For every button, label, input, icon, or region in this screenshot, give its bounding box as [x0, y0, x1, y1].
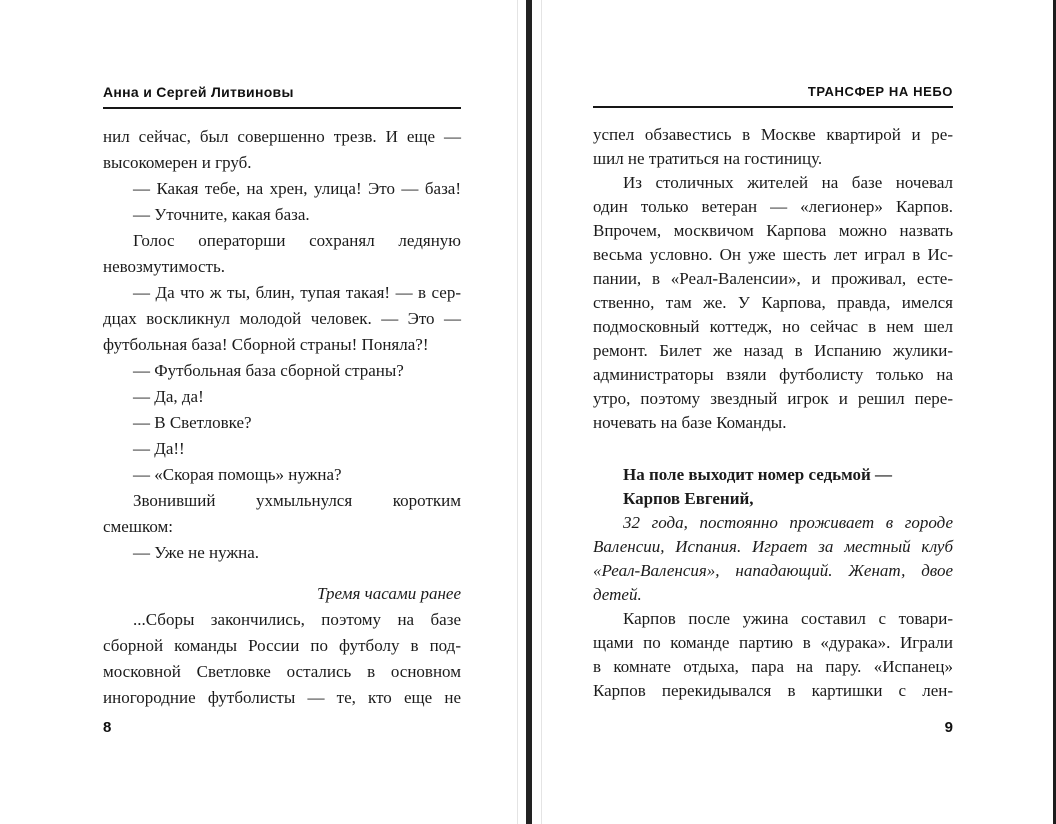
- text-line: успел обзавестись в Москве квартирой и ре-: [593, 125, 953, 144]
- text-line: Карпов Евгений,: [623, 489, 754, 508]
- text-line: Карпов перекидывался в картишки с лен-: [593, 681, 953, 700]
- text-line: смешком:: [103, 517, 173, 536]
- gutter-faint-line-left: [517, 0, 518, 824]
- text-line: 32 года, постоянно проживает в городе: [623, 513, 953, 532]
- text-line: — Уточните, какая база.: [133, 205, 310, 224]
- text-line: шил не тратиться на гостиницу.: [593, 149, 823, 168]
- text-line: Впрочем, москвичом Карпова можно назвать: [593, 221, 953, 240]
- text-line: иногородние футболисты — те, кто еще не: [103, 688, 461, 707]
- text-line: в комнате отдыха, пара на пару. «Испанец»: [593, 657, 953, 676]
- text-line: подмосковный коттедж, но сейчас в нем шел: [593, 317, 953, 336]
- text-line: — Какая тебе, на хрен, улица! Это — база!: [133, 179, 461, 198]
- text-line: Валенсии, Испания. Играет за местный клуб: [593, 537, 953, 556]
- text-line: ночевать на базе Команды.: [593, 413, 787, 432]
- text-line: ственно, там же. У Карпова, правда, имелся: [593, 293, 953, 312]
- book-gutter-divider: [526, 0, 532, 824]
- gutter-faint-line-right: [541, 0, 542, 824]
- running-header-author: Анна и Сергей Литвиновы: [103, 84, 294, 100]
- text-line: — Да, да!: [133, 387, 204, 406]
- text-line: пании, в «Реал-Валенсии», и проживал, есте-: [593, 269, 953, 288]
- text-line: Карпов после ужина составил с товари-: [623, 609, 953, 628]
- text-line: администраторы взяли футболисту только на: [593, 365, 953, 384]
- text-line: На поле выходит номер седьмой —: [623, 465, 893, 484]
- text-line: весьма условно. Он уже шесть лет играл в Ис-: [593, 245, 953, 264]
- text-line: Звонивший ухмыльнулся коротким: [133, 491, 461, 510]
- text-line: детей.: [593, 585, 642, 604]
- text-line: — В Светловке?: [133, 413, 252, 432]
- left-page: [103, 84, 461, 711]
- text-line: нил сейчас, был совершенно трезв. И еще —: [103, 127, 461, 146]
- page-number-right: 9: [944, 719, 953, 736]
- text-line: Тремя часами ранее: [317, 584, 461, 603]
- text-line: — Да!!: [133, 439, 185, 458]
- text-line: сборной команды России по футболу в под-: [103, 636, 461, 655]
- header-rule: [593, 106, 953, 108]
- header-rule: [103, 107, 461, 109]
- running-header-title: ТРАНСФЕР НА НЕБО: [807, 84, 953, 99]
- text-line: футбольная база! Сборной страны! Поняла?!: [103, 335, 429, 354]
- page-number-left: 8: [103, 719, 112, 736]
- right-page: [593, 84, 953, 703]
- text-line: — Уже не нужна.: [133, 543, 260, 562]
- text-line: — «Скорая помощь» нужна?: [133, 465, 342, 484]
- text-line: невозмутимость.: [103, 257, 225, 276]
- text-line: Голос операторши сохранял ледяную: [133, 231, 461, 250]
- text-line: московной Светловке остались в основном: [103, 662, 461, 681]
- text-line: «Реал-Валенсия», нападающий. Женат, двое: [593, 561, 953, 580]
- right-page-text: [593, 123, 953, 703]
- text-line: — Футбольная база сборной страны?: [133, 361, 404, 380]
- text-line: дцах воскликнул молодой человек. — Это —: [103, 309, 461, 328]
- text-line: один только ветеран — «легионер» Карпов.: [593, 197, 953, 216]
- text-line: Из столичных жителей на базе ночевал: [623, 173, 953, 192]
- text-line: щами по команде партию в «дурака». Играли: [593, 633, 953, 652]
- left-page-text: [103, 124, 461, 711]
- text-line: — Да что ж ты, блин, тупая такая! — в сер-: [133, 283, 461, 302]
- text-line: ремонт. Билет же назад в Испанию жулики-: [593, 341, 953, 360]
- text-line: высокомерен и груб.: [103, 153, 252, 172]
- text-line: ...Сборы закончились, поэтому на базе: [133, 610, 461, 629]
- text-line: утро, поэтому звездный игрок и решил пере-: [593, 389, 953, 408]
